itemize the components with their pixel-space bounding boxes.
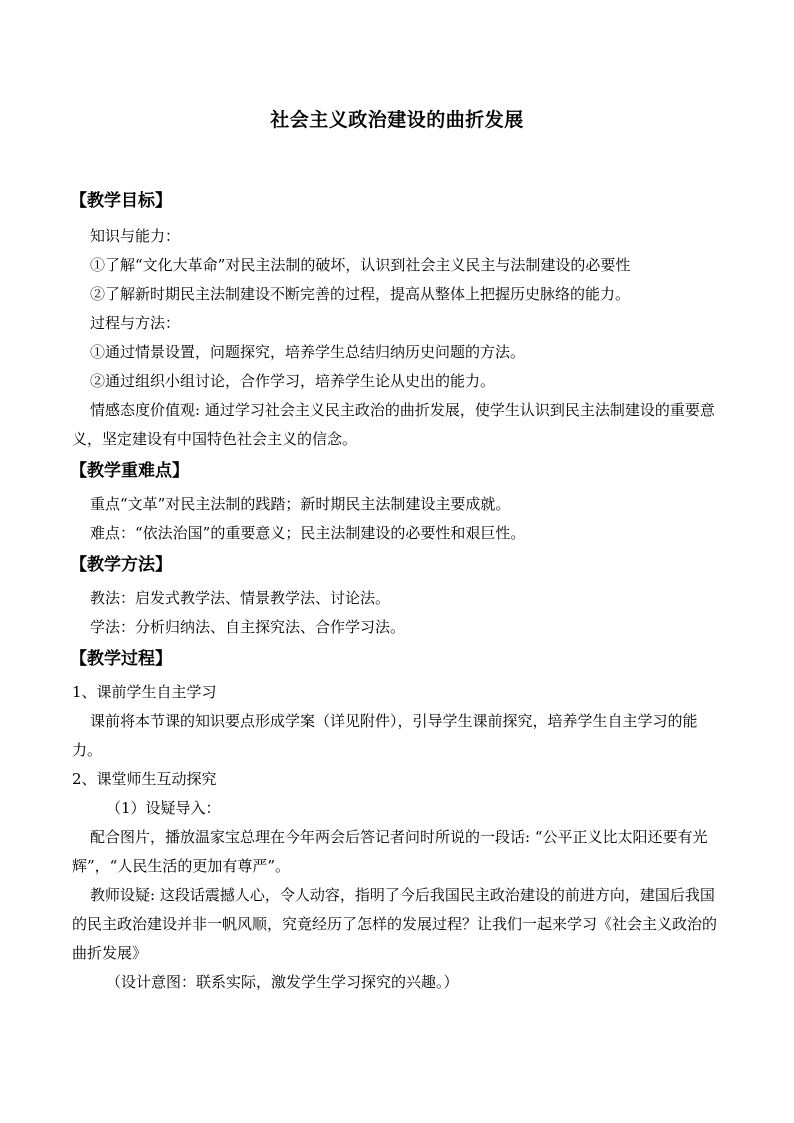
teaching-method: 教法：启发式教学法、情景教学法、讨论法。 — [90, 589, 391, 607]
learning-method: 学法：分析归纳法、自主探究法、合作学习法。 — [90, 618, 406, 636]
key-point: 重点“文革”对民主法制的践踏；新时期民主法制建设主要成就。 — [90, 495, 511, 513]
sub1-title: （1）设疑导入： — [106, 799, 221, 817]
sub1-question: 教师设疑: 这段话震撼人心，令人动容，指明了今后我国民主政治建设的前进方向，建国后我国的民主政治建设并非一帆风顺，究竟经历了怎样的发展过程？让我们一起来学习《社会主义政治的曲折发展》 — [72, 886, 718, 962]
process-item-2: ②通过组织小组讨论，合作学习，培养学生论从史出的能力。 — [90, 372, 496, 390]
sub1-intent: （设计意图：联系实际，激发学生学习探究的兴趣。） — [106, 973, 459, 991]
document-body — [72, 186, 724, 997]
process-heading: 【教学过程】 — [70, 649, 172, 669]
knowledge-item-1: ①了解“文化大革命”对民主法制的破坏，认识到社会主义民主与法制建设的必要性 — [90, 256, 631, 274]
sub1-text: 配合图片，播放温家宝总理在今年两会后答记者问时所说的一段话: “公平正义比太阳还要有光辉”，“人民生活的更加有尊严”。 — [72, 828, 708, 875]
process-item-1: ①通过情景设置，问题探究，培养学生总结归纳历史问题的方法。 — [90, 343, 526, 361]
knowledge-label: 知识与能力： — [90, 227, 181, 245]
step1-title: 1、课前学生自主学习 — [72, 683, 217, 701]
step1-text: 课前将本节课的知识要点形成学案（详见附件），引导学生课前探究，培养学生自主学习的能力。 — [72, 712, 698, 759]
difficult-point: 难点：“依法治国”的重要意义；民主法制建设的必要性和艰巨性。 — [90, 524, 526, 542]
objectives-heading: 【教学目标】 — [70, 191, 172, 211]
page-title: 社会主义政治建设的曲折发展 — [270, 109, 524, 131]
key-points-heading: 【教学重难点】 — [70, 461, 189, 481]
emotion-paragraph: 情感态度价值观: 通过学习社会主义民主政治的曲折发展，使学生认识到民主法制建设的重要意义，坚定建设有中国特色社会主义的信念。 — [72, 401, 715, 448]
methods-heading: 【教学方法】 — [70, 555, 172, 575]
knowledge-item-2: ②了解新时期民主法制建设不断完善的过程，提高从整体上把握历史脉络的能力。 — [90, 285, 631, 303]
step2-title: 2、课堂师生互动探究 — [72, 770, 217, 788]
process-label: 过程与方法： — [90, 314, 181, 332]
